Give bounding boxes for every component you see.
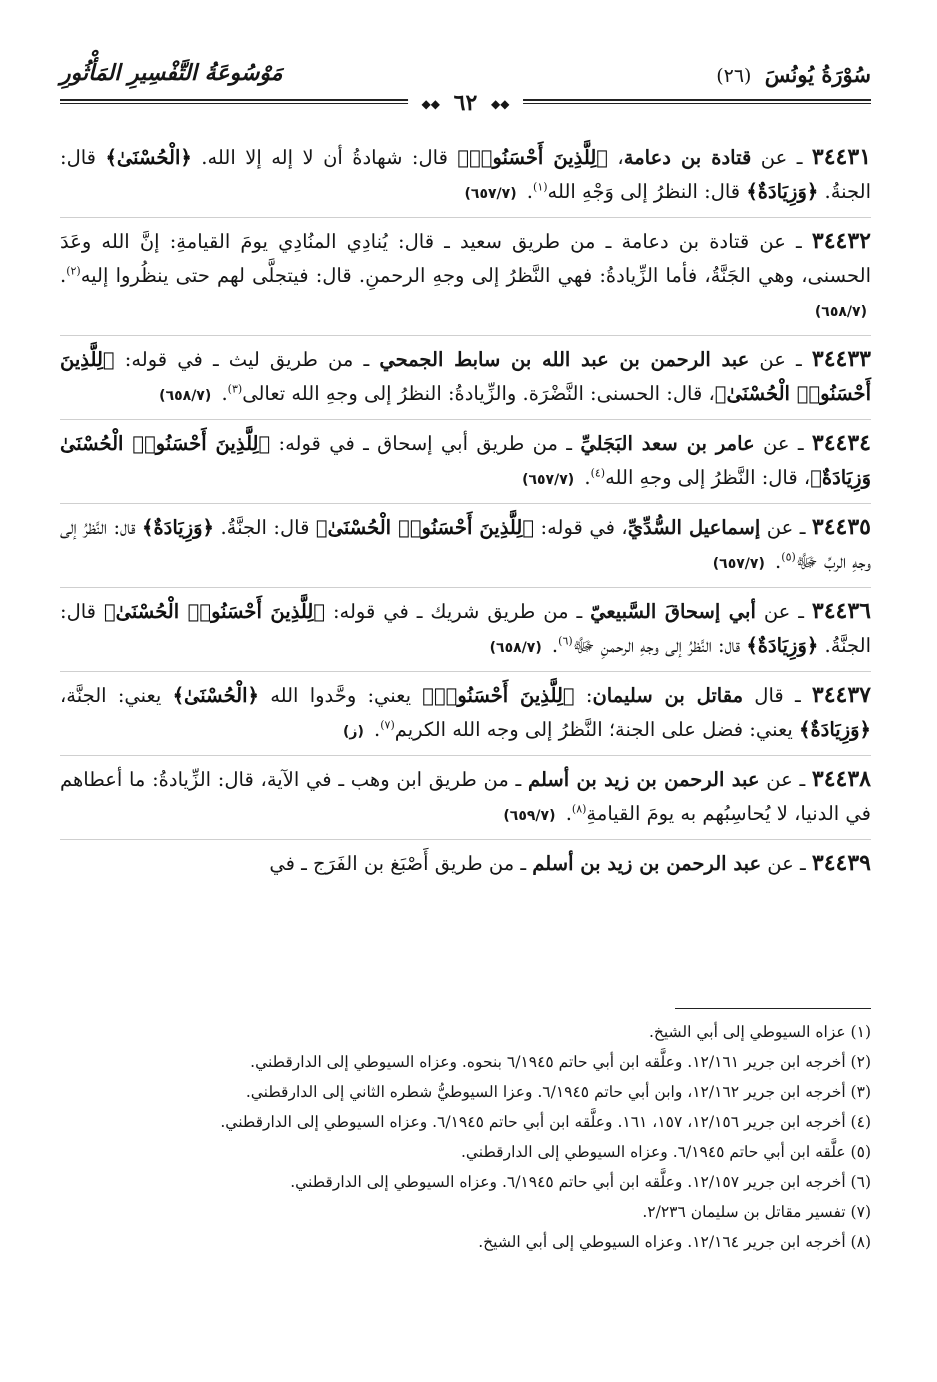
narration-text: ـ عن عبد الرحمن بن زيد بن أسلم ـ من طريق أَصْبَغ بن الفَرَج ـ في [269,852,812,875]
narration-entry [60,504,871,588]
narration-text: ـ عن قتادة بن دعامة، ﴿لِلَّذِينَ أَحْسَنُوا۟﴾ قال: شهادةُ أن لا إله إلا الله. ﴿الْحُسْنَىٰ﴾ قال: الجنةُ. ﴿وَزِيَادَةٌ﴾ قال: النظرُ إلى وَجْهِ الله$^{(١)}$. (٦٥٧/٧) [60,146,871,203]
narration-entry [60,218,871,336]
footnote: (٧) تفسير مقاتل بن سليمان ٢/٢٣٦. [642,1203,871,1221]
footnote: (٨) أخرجه ابن جرير ١٢/١٦٤. وعزاه السيوطي إلى أبي الشيخ. [478,1233,871,1251]
narration-number: ٣٤٤٣٦ [811,598,871,624]
footnotes-list [60,1016,871,1256]
narration-number: ٣٤٤٣١ [811,144,872,170]
narration-text: ـ قال مقاتل بن سليمان: ﴿لِلَّذِينَ أَحْسَنُوا۟﴾ يعني: وحَّدوا الله ﴿الْحُسْنَىٰ﴾ يعني: الجنَّة، ﴿وَزِيَادَةٌ﴾ يعني: فضل على الجنة؛ النَّظرُ إلى وجه الله الكريم$^{(٧)}$. (ز) [60,684,871,741]
page-number: ٦٢ [453,90,478,116]
narration-text: ـ عن أبي إسحاقَ السَّبيعيّ ـ من طريق شريك ـ في قوله: ﴿لِلَّذِينَ أَحْسَنُوا۟ الْحُسْنَىٰ﴾ قال: الجنَّةُ. ﴿وَزِيَادَةٌ﴾ قال: النَّظرُ إلى وجهِ الرحمنِ ﷻ$^{(٦)}$. (٦٥٨/٧) [60,600,871,657]
narration-entry [60,840,871,887]
narration-text: ـ عن عامر بن سعد البَجَليِّ ـ من طريق أبي إسحاق ـ في قوله: ﴿لِلَّذِينَ أَحْسَنُوا۟ الْحُسْنَىٰ وَزِيَادَةٌ﴾، قال: النَّظرُ إلى وجهِ الله$^{(٤)}$. (٦٥٧/٧) [60,432,871,489]
narration-text: ـ عن عبد الرحمن بن عبد الله بن سابط الجمحي ـ من طريق ليث ـ في قوله: ﴿لِلَّذِينَ أَحْسَنُوا۟ الْحُسْنَىٰ﴾، قال: الحسنى: النَّضْرَة. والزِّيادةُ: النظرُ إلى وجهِ الله تعالى$^{(٣)}$. (٦٥٨/٧) [60,348,871,405]
narration-entry [60,672,871,756]
book-title: مَوْسُوعَةُ التَّفْسِيرِ المَأْثُورِ [60,60,283,86]
narration-number: ٣٤٤٣٣ [811,346,871,372]
narration-entry [60,336,871,420]
narration-number: ٣٤٤٣٩ [811,850,871,876]
narration-entry [60,134,871,218]
narration-number: ٣٤٤٣٥ [811,514,871,540]
page-number-box [408,90,524,116]
footnote: (٤) أخرجه ابن جرير ١٢/١٥٦، ١٥٧، ١٦١. وعلَّقه ابن أبي حاتم ٦/١٩٤٥. وعزاه السيوطي إلى الدارقطني. [220,1113,871,1131]
sura-title: سُوْرَةُ يُونُسَ [764,62,871,87]
narration-entry [60,588,871,672]
narrations-list [60,134,871,887]
narration-entry [60,420,871,504]
ornament-left-icon: ◆◆ [490,97,510,111]
narration-text: ـ عن إسماعيل السُّدِّيِّ، في قوله: ﴿لِلَّذِينَ أَحْسَنُوا۟ الْحُسْنَىٰ﴾ قال: الجنَّةُ. ﴿وَزِيَادَةٌ﴾ قال: النَّظرُ إلى وجهِ الربِّ ﷻ$^{(٥)}$. (٦٥٧/٧) [60,516,871,573]
footnote: (٢) أخرجه ابن جرير ١٢/١٦١. وعلَّقه ابن أبي حاتم ٦/١٩٤٥ بنحوه. وعزاه السيوطي إلى الدارقطني. [250,1053,871,1071]
page-header [60,56,871,126]
narration-text: ـ عن عبد الرحمن بن زيد بن أسلم ـ من طريق ابن وهب ـ في الآية، قال: الزِّيادةُ: ما أعطاهم في الدنيا، لا يُحاسِبُهم به يومَ القيامةِ$^{(٨)}$. (٦٥٩/٧) [60,768,871,825]
footnote: (١) عزاه السيوطي إلى أبي الشيخ. [648,1023,871,1041]
narration-number: ٣٤٤٣٨ [811,766,871,792]
footnote: (٥) علَّقه ابن أبي حاتم ٦/١٩٤٥. وعزاه السيوطي إلى الدارقطني. [460,1143,871,1161]
footnote: (٣) أخرجه ابن جرير ١٢/١٦٢، وابن أبي حاتم ٦/١٩٤٥. وعزا السيوطيُّ شطره الثاني إلى الدارقطني. [245,1083,871,1101]
narration-entry [60,756,871,840]
narration-number: ٣٤٤٣٢ [811,228,871,254]
footnote-separator [675,1008,871,1009]
sura-verse-number: (٢٦) [716,65,752,87]
narration-number: ٣٤٤٣٤ [811,430,871,456]
ornament-right-icon: ◆◆ [421,97,441,111]
narration-number: ٣٤٤٣٧ [811,682,871,708]
sura-heading [716,62,871,87]
narration-text: ـ عن قتادة بن دعامة ـ من طريق سعيد ـ قال: يُنادِي المنُادِي يومَ القيامةِ: إنَّ الله وعَدَ الحسنى، وهي الجَنَّةُ، فأما الزِّيادةُ: فهي النَّظرُ إلى وجهِ الرحمنِ. قال: فيتجلَّى لهم حتى ينظُروا إليه$^{(٢)}$. (٦٥٨/٧) [60,230,871,320]
footnote: (٦) أخرجه ابن جرير ١٢/١٥٧. وعلَّقه ابن أبي حاتم ٦/١٩٤٥. وعزاه السيوطي إلى الدارقطني. [290,1173,871,1191]
